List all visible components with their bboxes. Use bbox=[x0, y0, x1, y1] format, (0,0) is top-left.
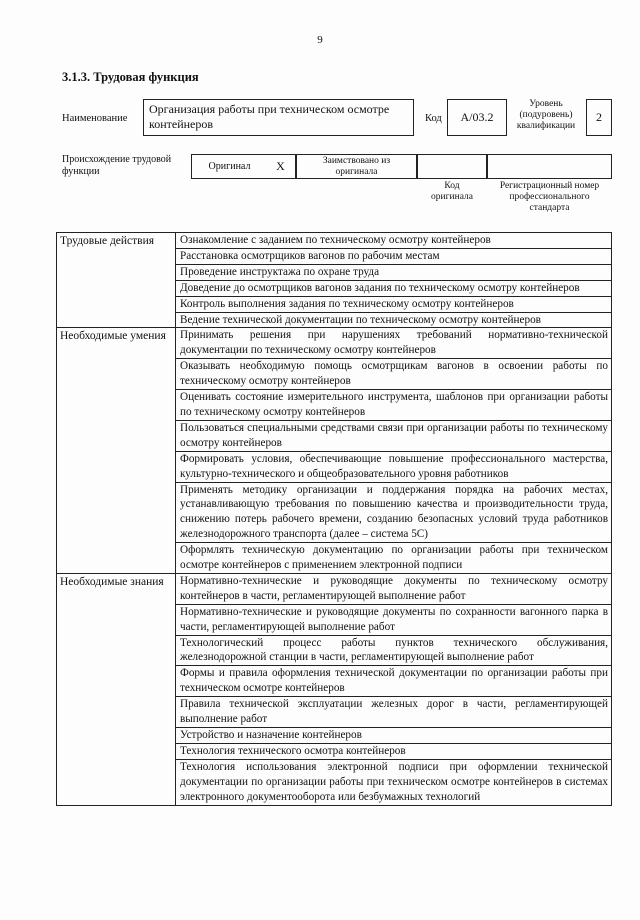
table-row bbox=[57, 573, 612, 604]
name-label: Наименование bbox=[62, 113, 128, 124]
table-cell-item: Применять методику организации и поддержания порядка на рабочих местах, устанавливающую требования по повышению качества и производительности труда, снижению потерь рабочего времени, созданию безопасных условий труда работников железнодорожного транспорта (далее – система 5С) bbox=[176, 482, 612, 543]
table-cell-item: Контроль выполнения задания по техническому осмотру контейнеров bbox=[176, 296, 612, 312]
table-cell-item: Устройство и назначение контейнеров bbox=[176, 728, 612, 744]
function-details-table bbox=[56, 232, 612, 806]
table-cell-item: Формировать условия, обеспечивающие повышение профессионального мастерства, культурно-технического и общеобразовательного уровня работников bbox=[176, 451, 612, 482]
reg-caption-line: Регистрационный номер bbox=[499, 181, 600, 191]
code-value-box: A/03.2 bbox=[447, 99, 507, 136]
level-label-line: (подуровень) bbox=[519, 110, 573, 120]
table-cell-item: Формы и правила оформления технической документации по организации работы при техническом осмотре контейнеров bbox=[176, 666, 612, 697]
registration-caption bbox=[487, 181, 612, 214]
original-mark-box: X bbox=[266, 154, 296, 179]
section-category: Трудовые действия bbox=[57, 233, 176, 328]
registration-number-box bbox=[487, 154, 612, 179]
table-row bbox=[57, 233, 612, 249]
code-caption-line: Код bbox=[444, 181, 460, 191]
original-label-box: Оригинал bbox=[191, 154, 267, 179]
code-label: Код bbox=[425, 113, 442, 124]
table-cell-item: Оказывать необходимую помощь осмотрщикам вагонов в освоении работы по техническому осмотру контейнеров bbox=[176, 359, 612, 390]
reg-caption-line: стандарта bbox=[529, 203, 570, 213]
section-title: 3.1.3. Трудовая функция bbox=[62, 70, 199, 84]
code-caption-line: оригинала bbox=[431, 192, 473, 202]
table-cell-item: Принимать решения при нарушениях требований нормативно-технической документации по техническому осмотру контейнеров bbox=[176, 328, 612, 359]
level-label-line: квалификации bbox=[516, 121, 576, 131]
qualification-level-label bbox=[508, 99, 584, 132]
borrowed-label-box: Заимствовано из оригинала bbox=[296, 154, 417, 179]
table-row bbox=[57, 328, 612, 359]
origin-label: Происхождение трудовой функции bbox=[62, 154, 172, 177]
table-cell-item: Технология использования электронной подписи при оформлении технической документации по организации работы при техническом осмотре контейнеров в системах электронного документооборота или безбумажных технологий bbox=[176, 759, 612, 805]
table-cell-item: Ознакомление с заданием по техническому осмотру контейнеров bbox=[176, 233, 612, 249]
table-cell-item: Проведение инструктажа по охране труда bbox=[176, 264, 612, 280]
table-cell-item: Нормативно-технические и руководящие документы по техническому осмотру контейнеров в части, регламентирующей выполнение работ bbox=[176, 573, 612, 604]
function-name-box: Организация работы при техническом осмотре контейнеров bbox=[143, 99, 414, 136]
qualification-level-box: 2 bbox=[586, 99, 612, 136]
table-cell-item: Нормативно-технические и руководящие документы по сохранности вагонного парка в части, регламентирующей выполнение работ bbox=[176, 604, 612, 635]
origin-code-box bbox=[417, 154, 487, 179]
reg-caption-line: профессионального bbox=[509, 192, 590, 202]
table-cell-item: Технология технического осмотра контейнеров bbox=[176, 743, 612, 759]
table-cell-item: Оценивать состояние измерительного инструмента, шаблонов при организации работы по техническому осмотру контейнеров bbox=[176, 390, 612, 421]
table-cell-item: Технологический процесс работы пунктов технического обслуживания, железнодорожной станции в части, регламентирующей выполнение работ bbox=[176, 635, 612, 666]
section-category: Необходимые умения bbox=[57, 328, 176, 574]
section-category: Необходимые знания bbox=[57, 573, 176, 805]
page-number: 9 bbox=[317, 34, 323, 46]
table-cell-item: Оформлять техническую документацию по организации работы при техническом осмотре контейнеров с применением электронной подписи bbox=[176, 543, 612, 574]
code-caption bbox=[417, 181, 487, 203]
table-cell-item: Доведение до осмотрщиков вагонов задания по техническому осмотру контейнеров bbox=[176, 280, 612, 296]
table-cell-item: Расстановка осмотрщиков вагонов по рабочим местам bbox=[176, 248, 612, 264]
table-cell-item: Пользоваться специальными средствами связи при организации работы по техническому осмотру контейнеров bbox=[176, 420, 612, 451]
level-label-line: Уровень bbox=[529, 99, 563, 109]
table-cell-item: Правила технической эксплуатации железных дорог в части, регламентирующей выполнение работ bbox=[176, 697, 612, 728]
table-cell-item: Ведение технической документации по техническому осмотру контейнеров bbox=[176, 312, 612, 328]
